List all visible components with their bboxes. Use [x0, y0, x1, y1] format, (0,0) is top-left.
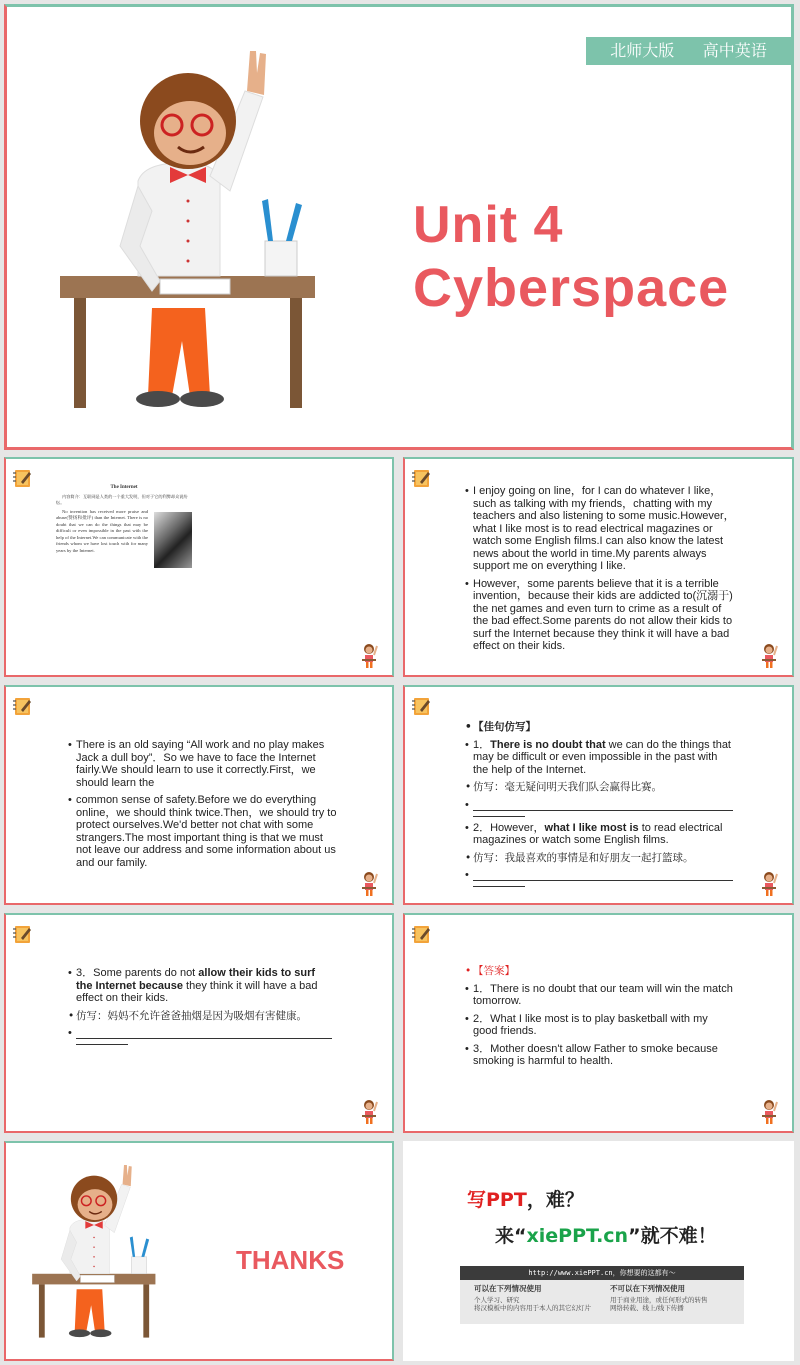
kid-icon — [358, 643, 380, 669]
forbidden-uses: 不可以在下列情况使用 用于商业用途，或任何形式的转售 网络转载、线上/线下传播 — [610, 1284, 708, 1312]
paragraph-bullet: • There is an old saying “All work and no play makes Jack a dull boy”．So we have to face the Internet fairly.We should learn to use it correctly.First，we should learn the — [68, 739, 338, 789]
imitation-prompt-1: • 仿写：毫无疑问明天我们队会赢得比赛。 — [465, 781, 733, 794]
allowed-uses: 可以在下列情况使用 个人学习、研究 将汉模板中的内容用于本人的其它幻灯片 — [474, 1284, 591, 1312]
notebook-icon — [411, 923, 431, 945]
slide-opinions — [403, 457, 794, 677]
publisher-label: 北师大版 — [610, 41, 675, 60]
article-title: The Internet — [110, 485, 138, 490]
slide-thanks — [4, 1141, 394, 1361]
usage-terms-box — [460, 1266, 744, 1324]
slide-sentence-practice — [403, 685, 794, 905]
slide-answers — [403, 913, 794, 1133]
imitation-prompt-3: • 仿写：妈妈不允许爸爸抽烟是因为吸烟有害健康。 — [68, 1010, 332, 1023]
boy-illustration — [55, 51, 325, 413]
promo-line-1: 写PPT，难？ — [467, 1189, 584, 1211]
paragraph-bullet: • common sense of safety.Before we do everything online，we should think twice.Then，we should try to protect ourselves.We'd better not chat with some strangers.The most important thing is that we must not leave our address and some information about us and our family. — [68, 794, 338, 869]
article-body: No invention has received more praise and abuse(赞扬和批评) than the Internet. There is no doubt that we can do the things that may be difficult or even impossible in the past with the help of the Internet.We can communicate with the friends whom we have lost touch with for many years by the Internet. — [56, 508, 148, 553]
promo-line-2: 来“xiePPT.cn”就不难！ — [495, 1225, 717, 1247]
kid-icon — [758, 1099, 780, 1125]
notebook-icon — [411, 695, 431, 717]
slide-sentence-practice-2 — [4, 913, 394, 1133]
example-sentence-1: • 1．There is no doubt that we can do the things that may be difficult or even impossible in the past with the help of the Internet. — [465, 739, 733, 777]
thanks-text: THANKS — [236, 1245, 345, 1275]
title-slide — [4, 4, 794, 450]
kid-icon — [358, 871, 380, 897]
answer-item: • 2．What I like most is to play basketball with my good friends. — [465, 1013, 733, 1038]
slide-document — [4, 457, 394, 677]
unit-title: Unit 4 — [413, 196, 564, 254]
paragraph-bullet: • However，some parents believe that it is a terrible invention，because their kids are addicted to(沉溺于) the net games and even turn to crime as a result of the bad effect.Some parents do not allow their kids to surf the Internet because they think it will have a bad effect on their kids. — [465, 578, 737, 653]
answer-item: • 1．There is no doubt that our team will win the match tomorrow. — [465, 983, 733, 1008]
unit-subtitle: Cyberspace — [413, 258, 730, 318]
baby-photo — [154, 512, 192, 568]
answer-blank-2[interactable] — [465, 869, 733, 887]
article-intro: 内容简介：互联网是人类的一个重大发明，但对于它的利弊却众说纷纭。 — [56, 493, 188, 505]
kid-icon — [358, 1099, 380, 1125]
boy-illustration — [30, 1165, 160, 1340]
kid-icon — [758, 643, 780, 669]
answer-item: • 3．Mother doesn't allow Father to smoke because smoking is harmful to health. — [465, 1043, 733, 1068]
slide-safety — [4, 685, 394, 905]
example-sentence-3: • 3．Some parents do not allow their kids to surf the Internet because they think it will have a bad effect on their kids. — [68, 967, 332, 1005]
site-url-banner[interactable]: http://www.xiePPT.cn，你想要的这都有～ — [460, 1266, 744, 1280]
imitation-prompt-2: • 仿写：我最喜欢的事情是和好朋友一起打篮球。 — [465, 852, 733, 865]
kid-icon — [758, 871, 780, 897]
slide-promo — [403, 1141, 794, 1361]
subject-label: 高中英语 — [702, 41, 767, 60]
notebook-icon — [12, 923, 32, 945]
notebook-icon — [12, 467, 32, 489]
example-sentence-2: • 2．However，what I like most is to read electrical magazines or watch some English films. — [465, 822, 733, 847]
paragraph-bullet: • I enjoy going on line，for I can do whatever I like，such as talking with my friends，chatting with my teachers and also listening to some music.However，what I like most is to read electrical magazines or watch some English films.I can also know the latest news about the world in time.My parents always support me on everything I like. — [465, 485, 737, 573]
answer-blank-3[interactable] — [68, 1027, 332, 1045]
answers-heading: • 【答案】 — [465, 965, 733, 978]
answer-blank-1[interactable] — [465, 799, 733, 817]
notebook-icon — [411, 467, 431, 489]
edition-badge — [586, 37, 791, 65]
notebook-icon — [12, 695, 32, 717]
section-heading: • 【佳句仿写】 — [465, 721, 733, 734]
